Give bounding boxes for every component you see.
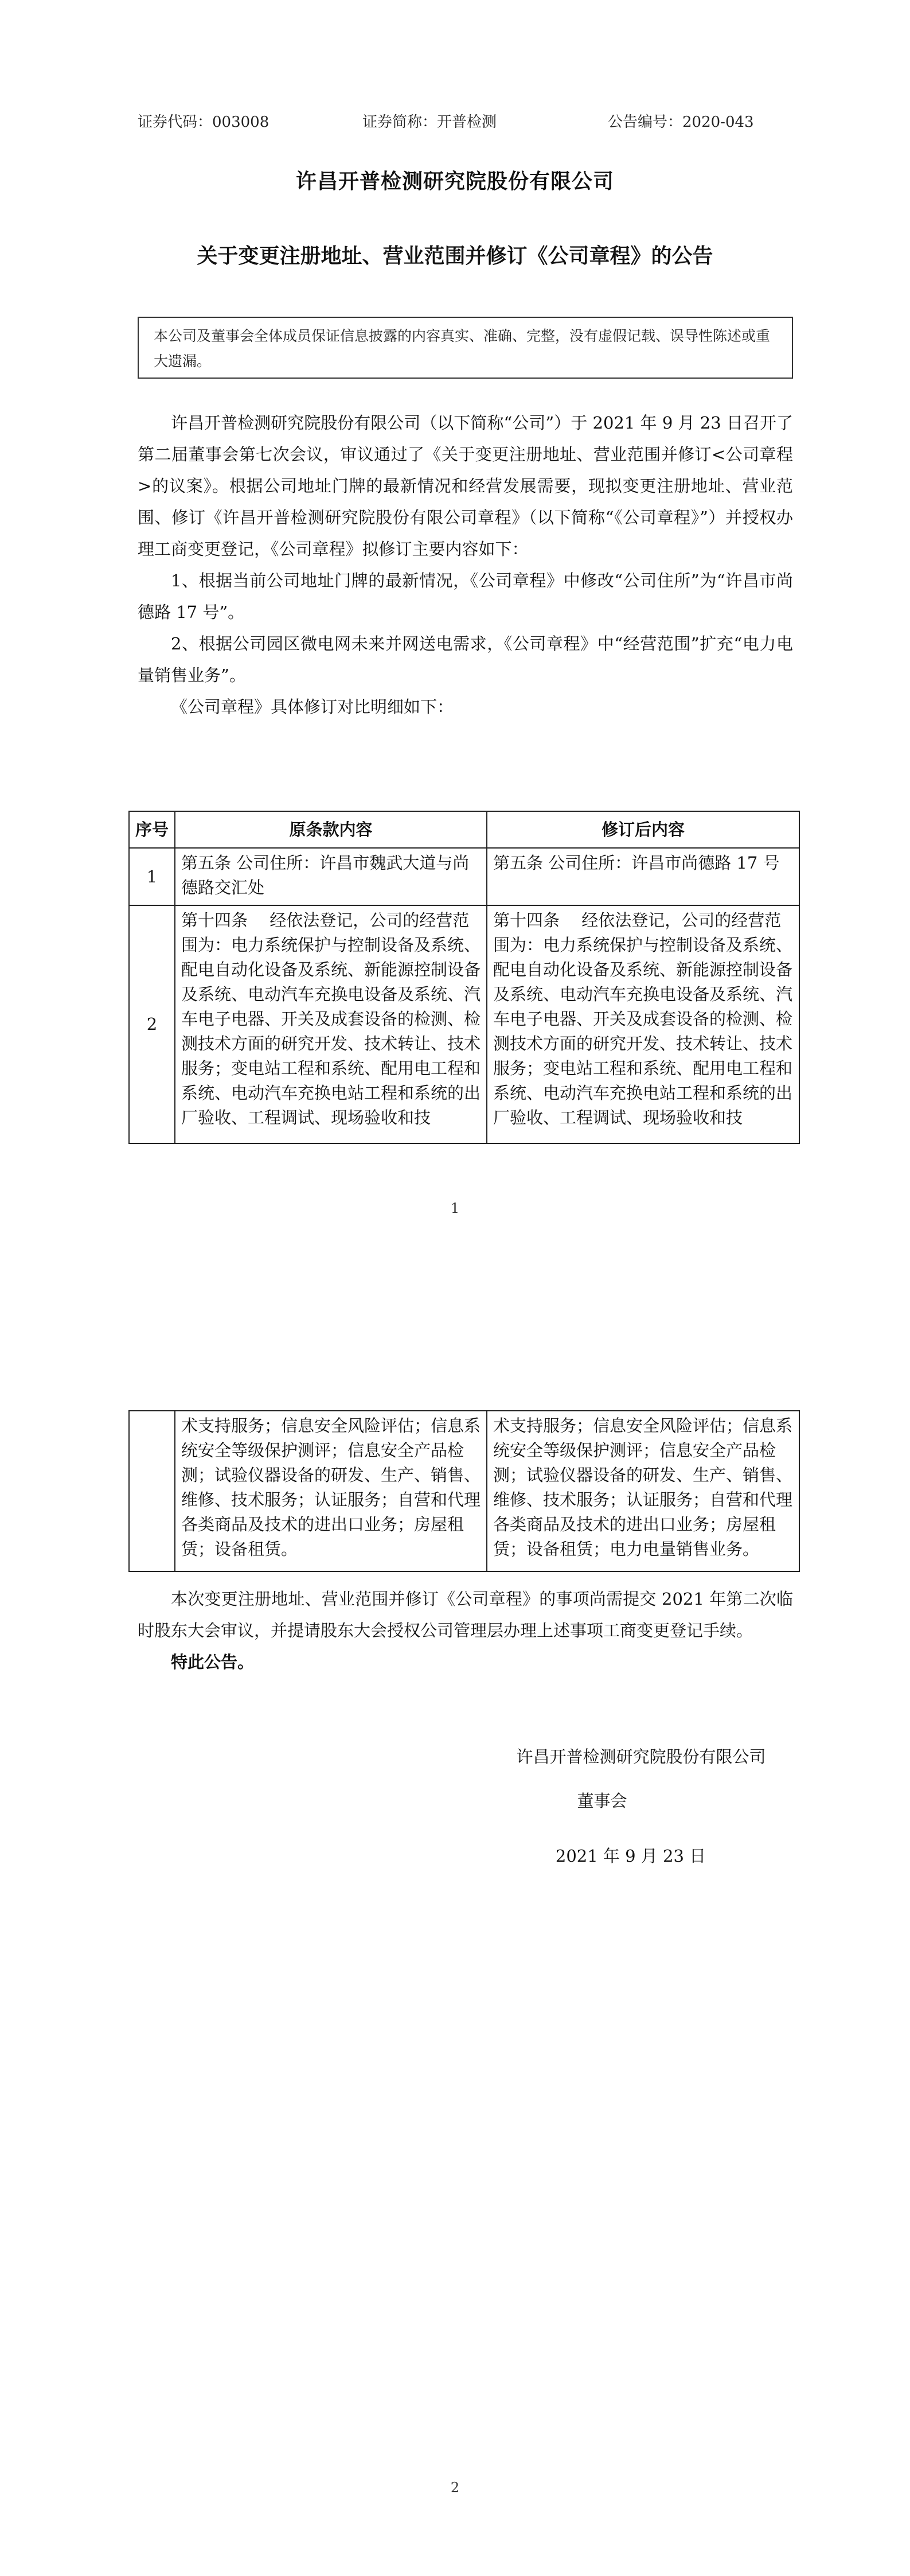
- table-row: [129, 905, 799, 1143]
- page-number: 1: [450, 1200, 460, 1216]
- revised-clause: 第十四条 经依法登记，公司的经营范围为：电力系统保护与控制设备及系统、配电自动化设备及系统、新能源控制设备及系统、电动汽车充换电设备及系统、汽车电子电器、开关及成套设备的检测、检测技术方面的研究开发、技术转让、技术服务；变电站工程和系统、配用电工程和系统、电动汽车充换电站工程和系统的出厂验收、工程调试、现场验收和技: [487, 905, 799, 1143]
- document-title: 关于变更注册地址、营业范围并修订《公司章程》的公告: [197, 244, 713, 268]
- header-no: 序号: [129, 811, 175, 848]
- header-revised: 修订后内容: [487, 811, 799, 848]
- original-clause: 第十四条 经依法登记，公司的经营范围为：电力系统保护与控制设备及系统、配电自动化设备及系统、新能源控制设备及系统、电动汽车充换电设备及系统、汽车电子电器、开关及成套设备的检测、检测技术方面的研究开发、技术转让、技术服务；变电站工程和系统、配用电工程和系统、电动汽车充换电站工程和系统的出厂验收、工程调试、现场验收和技: [175, 905, 487, 1143]
- intro-paragraph: 许昌开普检测研究院股份有限公司（以下简称“公司”）于 2021 年 9 月 23 日召开了第二届董事会第七次会议，审议通过了《关于变更注册地址、营业范围并修订<公司章程>的议案》。根据公司地址门牌的最新情况和经营发展需要，现拟变更注册地址、营业范围、修订《许昌开普检测研究院股份有限公司章程》（以下简称“《公司章程》”）并授权办理工商变更登记，《公司章程》拟修订主要内容如下：: [138, 413, 793, 559]
- closing-section: [138, 1583, 793, 1678]
- original-clause: 术支持服务；信息安全风险评估；信息系统安全等级保护测评；信息安全产品检测；试验仪器设备的研发、生产、销售、维修、技术服务；认证服务；自营和代理各类商品及技术的进出口业务；房屋租赁；设备租赁。: [175, 1411, 487, 1571]
- table-header-row: [129, 811, 799, 848]
- signature-date: 2021 年 9 月 23 日: [555, 1846, 706, 1866]
- table-lead-in: 《公司章程》具体修订对比明细如下：: [171, 697, 454, 717]
- revision-table: [128, 811, 800, 1144]
- row-number: 2: [129, 905, 175, 1143]
- intro-section: [138, 407, 793, 723]
- revised-clause: 第五条 公司住所：许昌市尚德路 17 号: [487, 848, 799, 905]
- original-clause: 第五条 公司住所：许昌市魏武大道与尚德路交汇处: [175, 848, 487, 905]
- table-row: [129, 848, 799, 905]
- table-row: [129, 1411, 799, 1571]
- announcement-number: 公告编号：2020-043: [608, 114, 754, 131]
- row-number: 1: [129, 848, 175, 905]
- closing-statement: 特此公告。: [171, 1652, 255, 1672]
- revised-clause: 术支持服务；信息安全风险评估；信息系统安全等级保护测评；信息安全产品检测；试验仪器设备的研发、生产、销售、维修、技术服务；认证服务；自营和代理各类商品及技术的进出口业务；房屋租赁；设备租赁；电力电量销售业务。: [487, 1411, 799, 1571]
- signature-board: 董事会: [577, 1791, 627, 1811]
- page-number: 2: [450, 2480, 460, 2496]
- signature-company: 许昌开普检测研究院股份有限公司: [516, 1747, 766, 1766]
- stock-code: 证券代码：003008: [138, 114, 270, 131]
- stock-abbreviation: 证券简称：开普检测: [362, 114, 497, 131]
- closing-paragraph: 本次变更注册地址、营业范围并修订《公司章程》的事项尚需提交 2021 年第二次临时股东大会审议，并提请股东大会授权公司管理层办理上述事项工商变更登记手续。: [138, 1589, 793, 1640]
- amendment-item-2: 2、根据公司园区微电网未来并网送电需求，《公司章程》中“经营范围”扩充“电力电量销售业务”。: [138, 634, 793, 685]
- revision-table-continued: [128, 1410, 800, 1572]
- disclaimer-box: 本公司及董事会全体成员保证信息披露的内容真实、准确、完整，没有虚假记载、误导性陈述或重大遗漏。: [138, 317, 793, 379]
- header-original: 原条款内容: [175, 811, 487, 848]
- amendment-item-1: 1、根据当前公司地址门牌的最新情况，《公司章程》中修改“公司住所”为“许昌市尚德路 17 号”。: [138, 571, 793, 622]
- company-title: 许昌开普检测研究院股份有限公司: [295, 169, 614, 193]
